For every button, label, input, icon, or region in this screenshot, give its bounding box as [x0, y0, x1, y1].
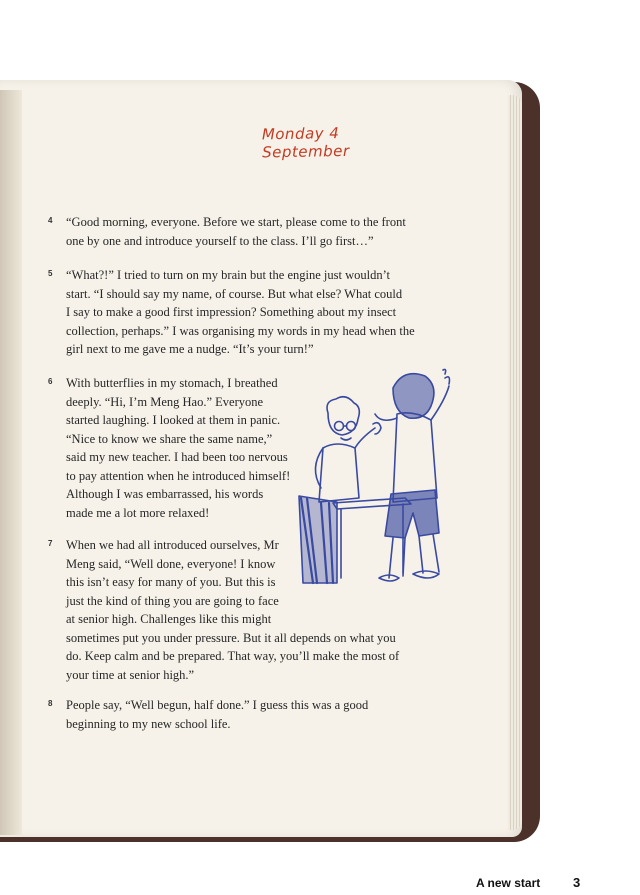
paragraph-text: [66, 374, 290, 522]
unit-title: A new start: [476, 876, 541, 890]
text-line: “What?!” I tried to turn on my brain but the engine just wouldn’t: [66, 268, 390, 282]
paragraph-number: 8: [48, 699, 53, 708]
page-number: 3: [573, 875, 581, 890]
paragraph-text: [66, 266, 415, 359]
teacher-student-sketch: [293, 368, 458, 593]
paragraph-number: 4: [48, 216, 53, 225]
text-line: at senior high. Challenges like this might: [66, 612, 272, 626]
teacher-figure: [299, 397, 381, 583]
text-line: deeply. “Hi, I’m Meng Hao.” Everyone: [66, 394, 264, 409]
notebook-spine-shadow: [0, 90, 22, 835]
student-figure: [375, 370, 450, 582]
text-line: When we had all introduced ourselves, Mr: [66, 538, 279, 552]
text-line: Meng said, “Well done, everyone! I know: [66, 556, 276, 571]
paragraph-text: [66, 213, 406, 250]
text-line: your time at senior high.”: [66, 667, 195, 682]
text-line: girl next to me gave me a nudge. “It’s your turn!”: [66, 342, 314, 356]
text-line: started laughing. I looked at them in panic.: [66, 413, 281, 427]
text-line: “Good morning, everyone. Before we start, please come to the front: [66, 215, 406, 229]
text-line: made me a lot more relaxed!: [66, 505, 210, 520]
text-line: do. Keep calm and be prepared. That way, you’ll make the most of: [66, 649, 400, 663]
text-line: said my new teacher. I had been too nervous: [66, 450, 288, 464]
text-line: one by one and introduce yourself to the class. I’ll go first…”: [66, 233, 374, 248]
paragraph-number: 5: [48, 269, 53, 278]
text-line: just the kind of thing you are going to face: [66, 593, 279, 608]
text-line: start. “I should say my name, of course. But what else? What could: [66, 286, 403, 301]
text-line: this isn’t easy for many of you. But this is: [66, 575, 276, 589]
text-line: With butterflies in my stomach, I breathed: [66, 376, 278, 390]
text-line: People say, “Well begun, half done.” I guess this was a good: [66, 698, 369, 712]
paragraph-text: [66, 696, 368, 733]
text-line: beginning to my new school life.: [66, 716, 231, 731]
text-line: collection, perhaps.” I was organising my words in my head when the: [66, 323, 415, 338]
paragraph-number: 7: [48, 539, 53, 548]
text-line: sometimes put you under pressure. But it all depends on what you: [66, 630, 396, 645]
paragraph-number: 6: [48, 377, 53, 386]
text-line: “Nice to know we share the same name,”: [66, 431, 273, 446]
text-line: I say to make a good first impression? Something about my insect: [66, 305, 397, 319]
text-line: to pay attention when he introduced himself!: [66, 468, 291, 483]
diary-date: Monday 4 September: [261, 124, 350, 162]
text-line: Although I was embarrassed, his words: [66, 487, 264, 501]
page-edges: [508, 95, 522, 830]
